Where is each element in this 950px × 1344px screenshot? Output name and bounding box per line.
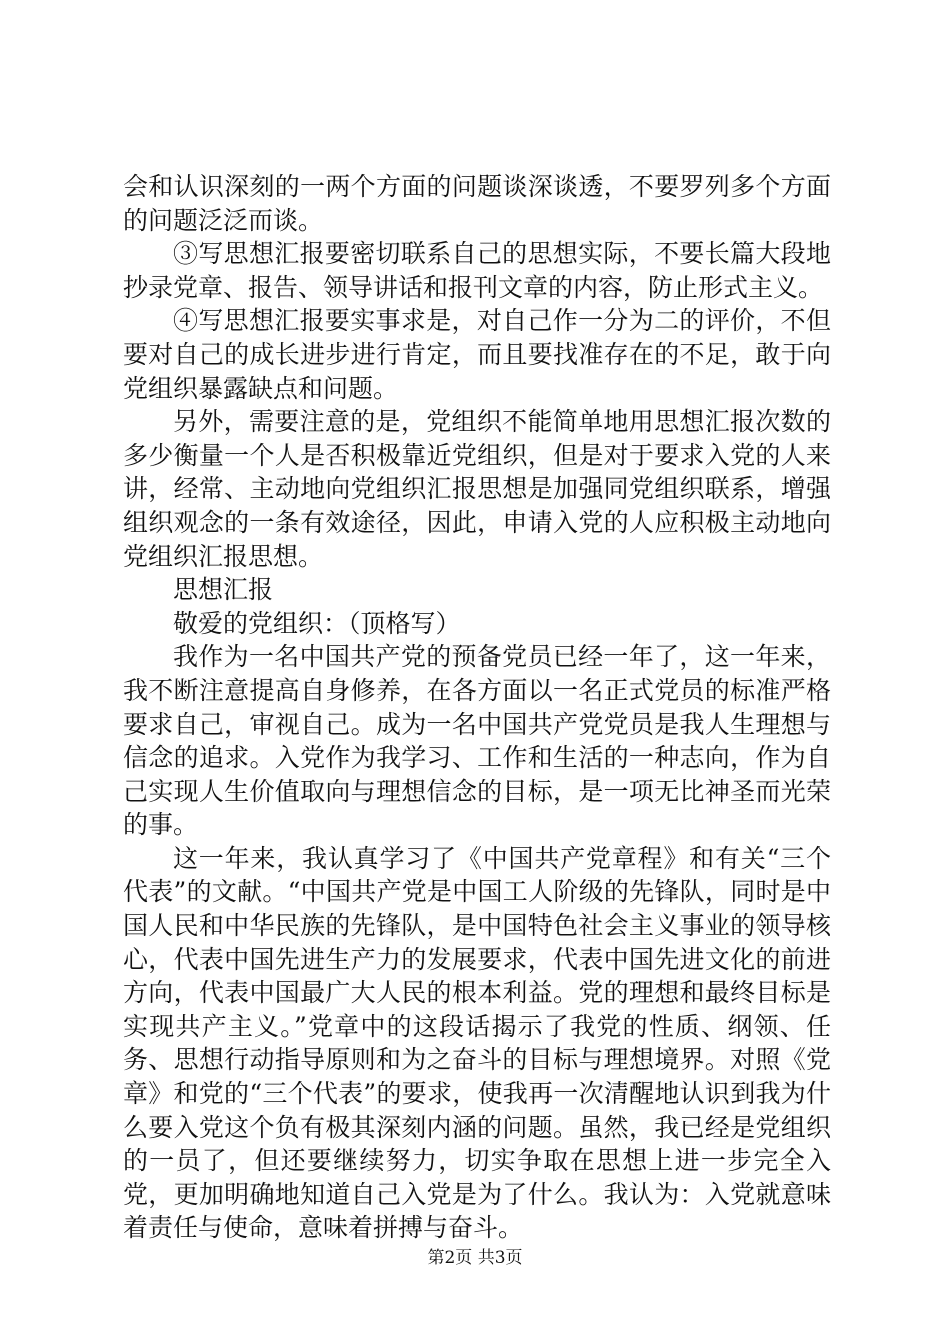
section-heading: 思想汇报	[173, 575, 274, 605]
paragraph: 另外，需要注意的是，党组织不能简单地用思想汇报次数的多少衡量一个人是否积极靠近党组织，但是对于要求入党的人来讲，经常、主动地向党组织汇报思想是加强同党组织联系，增强组织观念的一条有效途径，因此，申请入党的人应积极主动地向党组织汇报思想。	[123, 407, 831, 571]
page-number: 第2页 共3页	[427, 1248, 523, 1268]
document-body	[123, 170, 831, 1245]
paragraph: 这一年来，我认真学习了《中国共产党章程》和有关“三个代表”的文献。“中国共产党是中国工人阶级的先锋队，同时是中国人民和中华民族的先锋队，是中国特色社会主义事业的领导核心，代表中国先进生产力的发展要求，代表中国先进文化的前进方向，代表中国最广大人民的根本利益。党的理想和最终目标是实现共产主义。”党章中的这段话揭示了我党的性质、纲领、任务、思想行动指导原则和为之奋斗的目标与理想境界。对照《党章》和党的“三个代表”的要求，使我再一次清醒地认识到我为什么要入党这个负有极其深刻内涵的问题。虽然，我已经是党组织的一员了，但还要继续努力，切实争取在思想上进一步完全入党，更加明确地知道自己入党是为了什么。我认为：入党就意味着责任与使命，意味着拼搏与奋斗。	[123, 843, 831, 1243]
paragraph: ③写思想汇报要密切联系自己的思想实际，不要长篇大段地抄录党章、报告、领导讲话和报刊文章的内容，防止形式主义。	[123, 239, 831, 302]
paragraph: ④写思想汇报要实事求是，对自己作一分为二的评价，不但要对自己的成长进步进行肯定，而且要找准存在的不足，敢于向党组织暴露缺点和问题。	[123, 306, 831, 403]
salutation: 敬爱的党组织：（顶格写）	[173, 608, 461, 638]
paragraph: 会和认识深刻的一两个方面的问题谈深谈透，不要罗列多个方面的问题泛泛而谈。	[123, 172, 831, 235]
paragraph: 我作为一名中国共产党的预备党员已经一年了，这一年来，我不断注意提高自身修养，在各方面以一名正式党员的标准严格要求自己，审视自己。成为一名中国共产党党员是我人生理想与信念的追求。入党作为我学习、工作和生活的一种志向，作为自己实现人生价值取向与理想信念的目标，是一项无比神圣而光荣的事。	[123, 642, 831, 840]
